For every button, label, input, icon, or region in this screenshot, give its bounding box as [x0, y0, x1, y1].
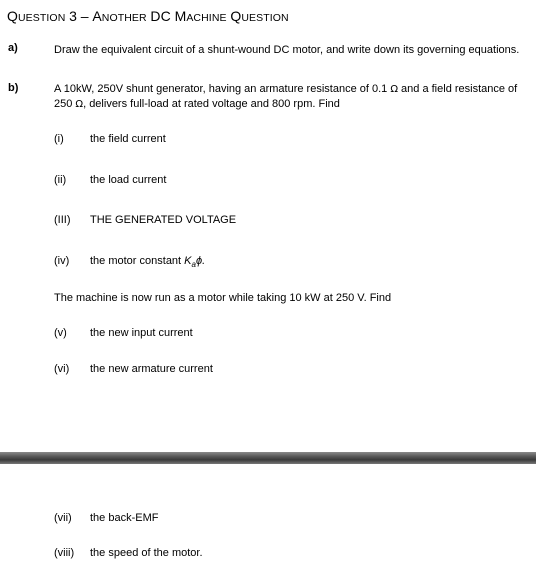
- omega-symbol: Ω: [75, 99, 84, 110]
- item-number: (ii): [54, 174, 67, 186]
- item-number: (vi): [54, 363, 70, 375]
- omega-symbol: Ω: [390, 84, 398, 95]
- item-text: the new armature current: [90, 363, 213, 375]
- item-text: the load current: [90, 174, 167, 186]
- item-number: (III): [54, 214, 71, 226]
- item-number: (iv): [54, 255, 70, 267]
- part-a-label: a): [8, 42, 18, 54]
- item-text: the speed of the motor.: [90, 547, 203, 559]
- part-a-text: Draw the equivalent circuit of a shunt-wound DC motor, and write down its governing equations.: [54, 44, 520, 56]
- item-number: (i): [54, 133, 64, 145]
- item-number: (v): [54, 327, 67, 339]
- question-heading: QUESTION 3 – ANOTHER DC MACHINE QUESTION: [7, 8, 289, 24]
- part-b-label: b): [8, 82, 19, 94]
- item-number: (vii): [54, 512, 72, 524]
- item-number: (viii): [54, 547, 75, 559]
- item-text: THE GENERATED VOLTAGE: [90, 214, 237, 226]
- item-text: the back-EMF: [90, 512, 159, 524]
- motor-constant-symbol: $K_a\phi$.: [184, 255, 206, 270]
- page-divider: [0, 452, 536, 464]
- motor-paragraph: The machine is now run as a motor while taking 10 kW at 250 V. Find: [54, 292, 392, 304]
- item-text: the new input current: [90, 327, 193, 339]
- item-text: the motor constant $K_a\phi$.: [90, 255, 206, 270]
- part-b-text: A 10kW, 250V shunt generator, having an armature resistance of 0.1 Ω and a field resistance of 250 Ω, delivers full-load at rated voltage and 800 rpm. Find: [54, 83, 518, 110]
- item-text: the field current: [90, 133, 166, 145]
